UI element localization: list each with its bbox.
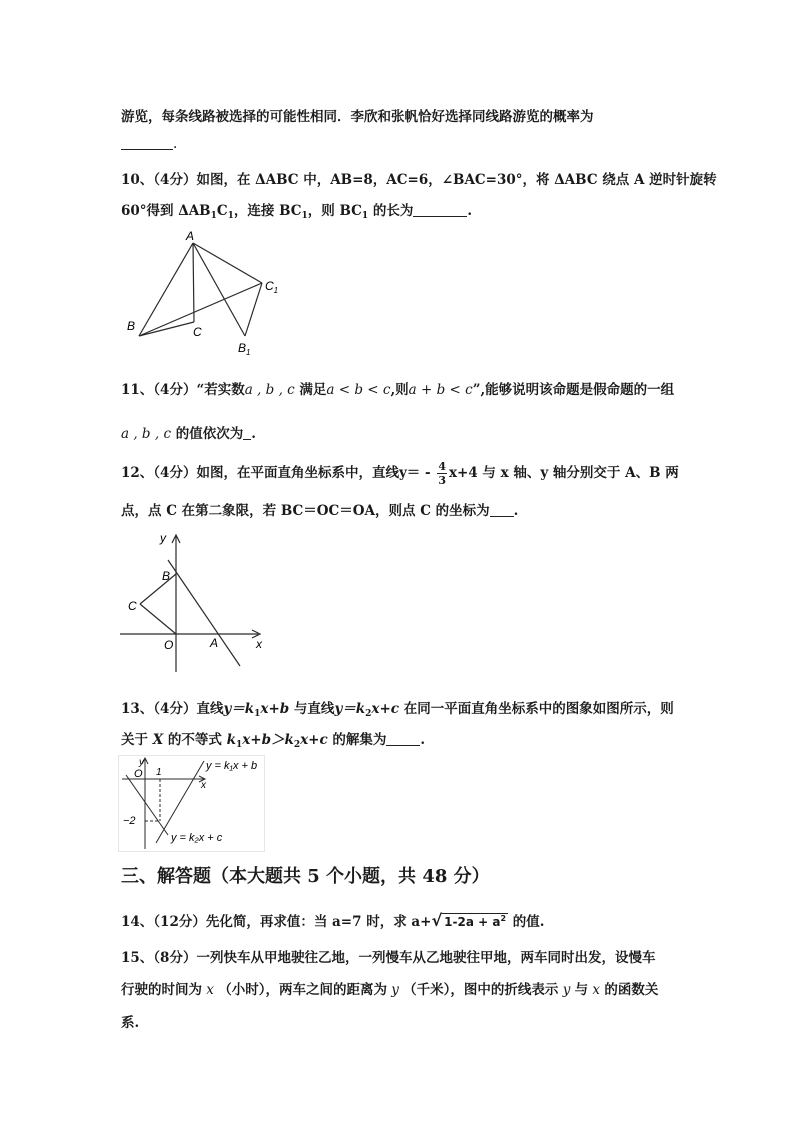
q13-line1: 13、（4分）直线$y=k_1x+b$ 与直线$y=k_2x+c$ 在同一平面直角坐标系中的图象如图所示，则 (121, 701, 674, 719)
label-x: x (201, 780, 206, 791)
q9-text: 游览，每条线路被选择的可能性相同．李欣和张帆恰好选择同线路游览的概率为 (121, 109, 594, 125)
label-c: C (128, 599, 137, 613)
label-line-k1: y = k₁x + b (206, 760, 258, 772)
label-a: A (210, 636, 219, 650)
q11-line2: a , b , c 的值依次为 . (121, 426, 256, 442)
q10-line1: 10、（4分）如图，在 ΔABC 中，AB=8，AC=6，∠BAC=30°，将 ΔABC 绕点 A 逆时针旋转 (121, 172, 717, 188)
label-y: y (139, 757, 144, 768)
label-line-k2: y = k₂x + c (171, 832, 223, 844)
q15-line1: 15、（8分）一列快车从甲地驶往乙地，一列慢车从乙地驶往甲地，两车同时出发，设慢车 (121, 950, 656, 966)
segment-c1b1 (245, 283, 262, 336)
label-o: O (164, 638, 174, 652)
segment-ac1 (193, 243, 262, 283)
label-neg2: −2 (123, 815, 136, 827)
segment-ab (139, 243, 193, 336)
q10-line2: 60°得到 $\Delta AB_1C_1$，连接 $BC_1$，则 $BC_1$ 的长为 . (121, 203, 473, 221)
q10-figure (125, 228, 295, 360)
segment-bc (140, 574, 176, 604)
segment-ab1 (193, 243, 245, 336)
label-1: 1 (156, 767, 162, 778)
q12-figure (118, 532, 268, 674)
sqrt-sign: √ (431, 911, 443, 930)
q14-line: 14、（12分）先化简，再求值：当 a=7 时，求 a+√ $1-2a + a^2$ 的值. (121, 911, 545, 930)
line-k1 (156, 761, 204, 843)
q12-line2: 点，点 C 在第二象限，若 BC＝OC＝OA，则点 C 的坐标为 . (121, 503, 519, 519)
q13-figure (118, 755, 266, 853)
label-y: y (160, 532, 166, 545)
label-c1: $C_1$ (265, 279, 279, 295)
segment-oc (140, 604, 176, 634)
q12-line1: 12、（4分）如图，在平面直角坐标系中，直线y＝ - $\frac{4}{3}$ x+4 与 x 轴、y 轴分别交于 A、B 两 (121, 460, 679, 487)
label-c: C (193, 325, 202, 339)
q15-line3: 系. (121, 1015, 140, 1031)
line-ab (168, 560, 240, 666)
q11-line1: 11、（4分）“若实数a , b , c 满足a < b < c,则a + b < c”,能够说明该命题是假命题的一组 (121, 382, 675, 398)
label-a: A (186, 229, 195, 243)
radicand: $1-2a + a^2$ (444, 914, 507, 929)
label-b: B (162, 569, 171, 583)
label-b: B (127, 319, 136, 333)
section-heading: 三、解答题（本大题共 5 个小题，共 48 分） (121, 866, 490, 887)
label-b1: $B_1$ (238, 341, 251, 357)
q13-line2: 关于 X 的不等式 $k_1x+b>k_2x+c$ 的解集为 . (121, 732, 426, 750)
q9-answer-blank: . (121, 136, 177, 152)
label-x: x (256, 637, 262, 651)
label-o: O (134, 768, 143, 780)
segment-ac (193, 243, 194, 322)
q15-line2: 行驶的时间为 x （小时），两车之间的距离为 y （千米），图中的折线表示 y 与 x 的函数关 (121, 982, 659, 998)
fraction-4-3: $\frac{4}{3}$ (438, 460, 446, 487)
